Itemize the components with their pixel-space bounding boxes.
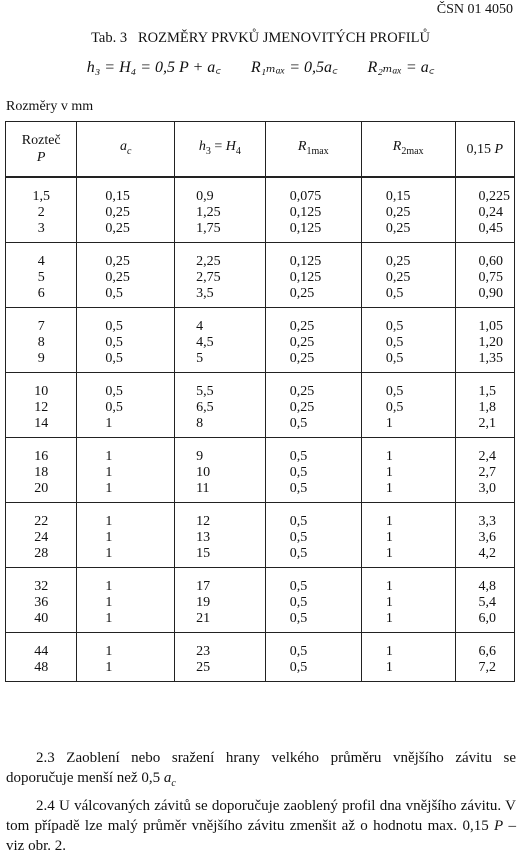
cell-value: 6,5 — [196, 400, 214, 415]
cell-r1max — [265, 243, 361, 308]
cell-value: 9 — [196, 449, 204, 464]
cell-value: 1,5 — [32, 189, 50, 204]
cell-value: 12 — [34, 400, 49, 415]
table-row-group — [6, 438, 515, 503]
cell-value: 0,225 — [478, 189, 510, 204]
document-code: ČSN 01 4050 — [436, 2, 513, 17]
cell-value: 14 — [34, 416, 49, 431]
cell-value: 0,75 — [478, 270, 503, 285]
cell-pitch — [6, 243, 77, 308]
cell-015p — [455, 177, 515, 243]
cell-value: 5 — [196, 351, 204, 366]
cell-015p — [455, 308, 515, 373]
cell-value: 0,25 — [289, 286, 315, 301]
cell-value: 36 — [34, 595, 49, 610]
cell-value: 0,25 — [105, 270, 130, 285]
cell-value: 4,5 — [196, 335, 214, 350]
cell-value: 32 — [34, 579, 49, 594]
cell-value: 24 — [34, 530, 49, 545]
cell-ac — [77, 308, 175, 373]
cell-ac — [77, 373, 175, 438]
cell-ac — [77, 568, 175, 633]
cell-value: 6,0 — [478, 611, 496, 626]
cell-value: 0,25 — [385, 221, 411, 236]
cell-pitch — [6, 503, 77, 568]
cell-value: 2,75 — [196, 270, 221, 285]
cell-pitch — [6, 438, 77, 503]
cell-value: 0,5 — [289, 595, 308, 610]
col-header-h3-h4: $h_3 = H_4$ — [175, 122, 266, 178]
table-header-row — [6, 122, 515, 178]
cell-value: 1 — [385, 416, 393, 431]
cell-value: 1 — [385, 579, 393, 594]
cell-value: 0,125 — [289, 221, 322, 236]
cell-value: 0,5 — [105, 335, 123, 350]
cell-value: 1 — [105, 660, 113, 675]
cell-value: 0,15 — [385, 189, 411, 204]
cell-value: 7,2 — [478, 660, 496, 675]
cell-value: 0,25 — [289, 400, 315, 415]
cell-value: 6 — [37, 286, 45, 301]
cell-value: 2,4 — [478, 449, 496, 464]
col-header-015p: 0,15 P — [455, 122, 515, 178]
table-row-group — [6, 308, 515, 373]
formula-r1max: R₁ₘₐₓ = 0,5a꜀ — [250, 59, 338, 76]
cell-value: 44 — [34, 644, 49, 659]
cell-value: 5 — [37, 270, 45, 285]
cell-value: 1 — [105, 416, 113, 431]
cell-value: 0,24 — [478, 205, 503, 220]
cell-value: 4,2 — [478, 546, 496, 561]
cell-h3-h4 — [175, 633, 266, 682]
cell-value: 5,4 — [478, 595, 496, 610]
cell-value: 18 — [34, 465, 49, 480]
cell-value: 0,90 — [478, 286, 503, 301]
cell-value: 1,05 — [478, 319, 503, 334]
cell-value: 0,25 — [289, 335, 315, 350]
cell-r1max — [265, 568, 361, 633]
cell-value: 1 — [385, 481, 393, 496]
cell-value: 0,5 — [385, 335, 404, 350]
cell-value: 4,8 — [478, 579, 496, 594]
cell-r2max — [361, 503, 455, 568]
col-header-r2max: $R_{2max}$ — [361, 122, 455, 178]
cell-value: 0,5 — [289, 644, 308, 659]
cell-value: 3,0 — [478, 481, 496, 496]
cell-r1max — [265, 177, 361, 243]
cell-015p — [455, 568, 515, 633]
cell-value: 23 — [196, 644, 211, 659]
cell-pitch — [6, 177, 77, 243]
cell-value: 0,5 — [385, 400, 404, 415]
cell-value: 0,5 — [385, 351, 404, 366]
cell-value: 6,6 — [478, 644, 496, 659]
cell-value: 1,75 — [196, 221, 221, 236]
cell-value: 20 — [34, 481, 49, 496]
cell-value: 3,6 — [478, 530, 496, 545]
cell-value: 17 — [196, 579, 211, 594]
cell-value: 22 — [34, 514, 49, 529]
cell-value: 0,45 — [478, 221, 503, 236]
cell-value: 0,125 — [289, 205, 322, 220]
cell-value: 1 — [385, 546, 393, 561]
cell-r2max — [361, 568, 455, 633]
cell-r1max — [265, 308, 361, 373]
cell-value: 1 — [385, 465, 393, 480]
col-header-ac: $a_c$ — [77, 122, 175, 178]
cell-r2max — [361, 243, 455, 308]
cell-r1max — [265, 373, 361, 438]
cell-value: 0,25 — [385, 205, 411, 220]
cell-value: 0,125 — [289, 254, 322, 269]
cell-value: 0,5 — [289, 465, 308, 480]
cell-ac — [77, 243, 175, 308]
cell-value: 21 — [196, 611, 211, 626]
cell-value: 4 — [196, 319, 204, 334]
cell-value: 2,1 — [478, 416, 496, 431]
cell-value: 1 — [105, 611, 113, 626]
table-row-group — [6, 568, 515, 633]
cell-value: 0,5 — [289, 546, 308, 561]
paragraph-2-4: 2.4 U válcovaných závitů se doporučuje zaoblený profil dna vnějšího závitu. V tom případě lze malý průměr vnějšího závitu zmenšit až o hodnotu max. 0,15 P – viz obr. 2. — [6, 798, 516, 854]
units-note: Rozměry v mm — [6, 99, 94, 114]
cell-value: 1 — [105, 644, 113, 659]
cell-value: 0,075 — [289, 189, 322, 204]
cell-h3-h4 — [175, 503, 266, 568]
table-heading: ROZMĚRY PRVKŮ JMENOVITÝCH PROFILŮ — [137, 30, 430, 46]
cell-value: 0,5 — [289, 481, 308, 496]
cell-value: 1 — [385, 514, 393, 529]
cell-ac — [77, 177, 175, 243]
cell-value: 0,5 — [289, 579, 308, 594]
cell-ac — [77, 503, 175, 568]
cell-value: 0,25 — [385, 270, 411, 285]
table-row-group — [6, 633, 515, 682]
table-row-group — [6, 177, 515, 243]
cell-value: 0,5 — [385, 319, 404, 334]
cell-value: 0,5 — [289, 416, 308, 431]
cell-value: 0,25 — [105, 254, 130, 269]
cell-value: 2 — [37, 205, 45, 220]
formula-r2max: R₂ₘₐₓ = a꜀ — [367, 59, 435, 76]
cell-value: 16 — [34, 449, 49, 464]
cell-value: 0,60 — [478, 254, 503, 269]
cell-value: 1,5 — [478, 384, 496, 399]
cell-value: 1,8 — [478, 400, 496, 415]
cell-015p — [455, 373, 515, 438]
cell-015p — [455, 633, 515, 682]
table-number: Tab. 3 — [91, 30, 128, 46]
cell-r2max — [361, 373, 455, 438]
cell-value: 0,5 — [385, 384, 404, 399]
cell-value: 11 — [196, 481, 210, 496]
cell-value: 0,25 — [105, 205, 130, 220]
cell-value: 1 — [105, 514, 113, 529]
cell-value: 1 — [385, 611, 393, 626]
cell-value: 0,25 — [105, 221, 130, 236]
cell-value: 1 — [105, 449, 113, 464]
col-header-pitch: Rozteč P — [6, 122, 77, 178]
table-row-group — [6, 243, 515, 308]
cell-ac — [77, 633, 175, 682]
cell-value: 1,20 — [478, 335, 503, 350]
cell-value: 0,25 — [289, 351, 315, 366]
cell-value: 8 — [37, 335, 45, 350]
table-title — [0, 30, 521, 47]
cell-value: 1 — [105, 595, 113, 610]
cell-value: 10 — [34, 384, 49, 399]
cell-value: 28 — [34, 546, 49, 561]
cell-value: 0,5 — [105, 351, 123, 366]
formula-thread-depth: h₃ = H₄ = 0,5 P + a꜀ — [86, 59, 221, 76]
cell-value: 0,25 — [289, 319, 315, 334]
table-row-group — [6, 503, 515, 568]
cell-h3-h4 — [175, 308, 266, 373]
cell-value: 8 — [196, 416, 204, 431]
cell-value: 4 — [37, 254, 45, 269]
cell-r1max — [265, 438, 361, 503]
cell-ac — [77, 438, 175, 503]
cell-value: 25 — [196, 660, 211, 675]
table-row-group — [6, 373, 515, 438]
cell-value: 48 — [34, 660, 49, 675]
cell-value: 1 — [105, 579, 113, 594]
cell-015p — [455, 438, 515, 503]
cell-015p — [455, 243, 515, 308]
cell-r1max — [265, 633, 361, 682]
cell-value: 1 — [385, 449, 393, 464]
cell-r2max — [361, 177, 455, 243]
cell-r2max — [361, 308, 455, 373]
cell-r2max — [361, 633, 455, 682]
cell-value: 0,9 — [196, 189, 214, 204]
cell-value: 1,35 — [478, 351, 503, 366]
cell-value: 0,5 — [289, 611, 308, 626]
cell-pitch — [6, 373, 77, 438]
cell-value: 0,5 — [289, 530, 308, 545]
cell-value: 0,5 — [289, 660, 308, 675]
cell-value: 0,5 — [385, 286, 404, 301]
cell-value: 0,125 — [289, 270, 322, 285]
cell-h3-h4 — [175, 177, 266, 243]
cell-value: 15 — [196, 546, 211, 561]
cell-r2max — [361, 438, 455, 503]
cell-h3-h4 — [175, 243, 266, 308]
cell-value: 40 — [34, 611, 49, 626]
cell-value: 3 — [37, 221, 45, 236]
cell-value: 1 — [105, 465, 113, 480]
cell-value: 1 — [105, 481, 113, 496]
cell-015p — [455, 503, 515, 568]
cell-value: 0,5 — [105, 319, 123, 334]
cell-value: 1,25 — [196, 205, 221, 220]
cell-pitch — [6, 633, 77, 682]
cell-value: 1 — [105, 546, 113, 561]
cell-value: 1 — [385, 644, 393, 659]
dimensions-table — [5, 121, 515, 682]
formula-line — [0, 55, 521, 77]
cell-value: 1 — [385, 595, 393, 610]
cell-value: 1 — [385, 530, 393, 545]
cell-h3-h4 — [175, 568, 266, 633]
cell-value: 13 — [196, 530, 211, 545]
cell-value: 10 — [196, 465, 211, 480]
cell-value: 3,5 — [196, 286, 214, 301]
cell-value: 19 — [196, 595, 211, 610]
cell-value: 0,25 — [289, 384, 315, 399]
cell-h3-h4 — [175, 373, 266, 438]
cell-value: 0,15 — [105, 189, 130, 204]
cell-value: 0,5 — [105, 286, 123, 301]
cell-value: 7 — [37, 319, 45, 334]
cell-value: 1 — [385, 660, 393, 675]
cell-r1max — [265, 503, 361, 568]
cell-value: 2,7 — [478, 465, 496, 480]
cell-pitch — [6, 308, 77, 373]
cell-value: 9 — [37, 351, 45, 366]
col-header-r1max: $R_{1max}$ — [265, 122, 361, 178]
cell-h3-h4 — [175, 438, 266, 503]
cell-value: 3,3 — [478, 514, 496, 529]
cell-value: 12 — [196, 514, 211, 529]
cell-value: 0,25 — [385, 254, 411, 269]
cell-pitch — [6, 568, 77, 633]
cell-value: 0,5 — [105, 384, 123, 399]
cell-value: 0,5 — [289, 449, 308, 464]
cell-value: 1 — [105, 530, 113, 545]
cell-value: 0,5 — [289, 514, 308, 529]
cell-value: 2,25 — [196, 254, 221, 269]
paragraph-2-3: 2.3 Zaoblení nebo sražení hrany velkého průměru vnějšího závitu se doporučuje menší než 0,5 $a_c$ — [6, 750, 517, 789]
cell-value: 0,5 — [105, 400, 123, 415]
cell-value: 5,5 — [196, 384, 214, 399]
